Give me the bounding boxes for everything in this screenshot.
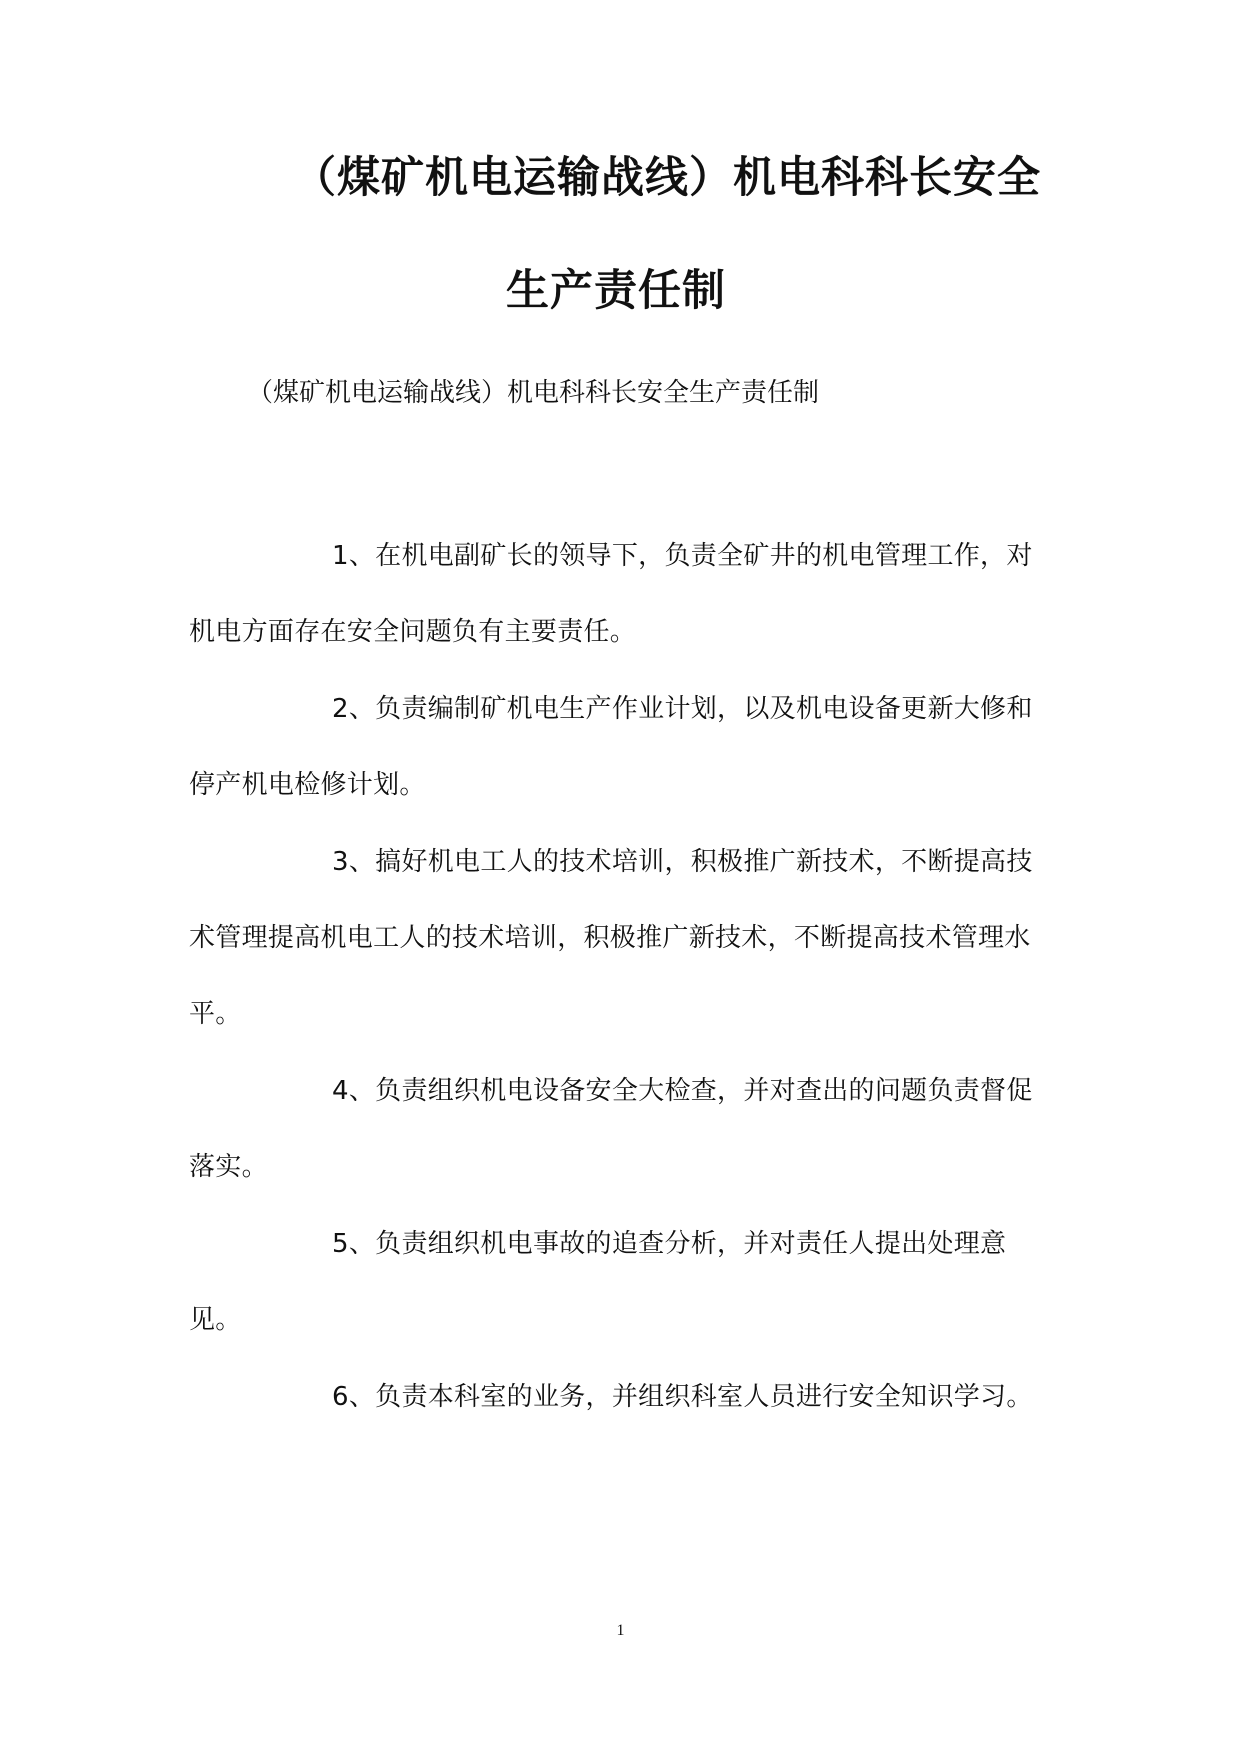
responsibility-clause-5: 5、负责组织机电事故的追查分析，并对责任人提出处理意见。 — [189, 1229, 1007, 1335]
page-number: 1 — [616, 1622, 625, 1639]
responsibility-clause-4: 4、负责组织机电设备安全大检查，并对查出的问题负责督促落实。 — [189, 1076, 1033, 1182]
responsibility-clause-3: 3、搞好机电工人的技术培训，积极推广新技术，不断提高技术管理提高机电工人的技术培训，积极推广新技术，不断提高技术管理水平。 — [189, 847, 1033, 1029]
responsibility-clause-6: 6、负责本科室的业务，并组织科室人员进行安全知识学习。 — [332, 1382, 1033, 1412]
document-title-line-1: （煤矿机电运输战线）机电科科长安全 — [293, 153, 1041, 203]
responsibility-clause-list — [189, 518, 1051, 1436]
responsibility-clause-1: 1、在机电副矿长的领导下，负责全矿井的机电管理工作，对机电方面存在安全问题负有主要责任。 — [189, 541, 1033, 647]
responsibility-clause-2: 2、负责编制矿机电生产作业计划，以及机电设备更新大修和停产机电检修计划。 — [189, 694, 1033, 800]
document-title-line-2: 生产责任制 — [506, 266, 726, 316]
document-subtitle: （煤矿机电运输战线）机电科科长安全生产责任制 — [247, 378, 820, 408]
